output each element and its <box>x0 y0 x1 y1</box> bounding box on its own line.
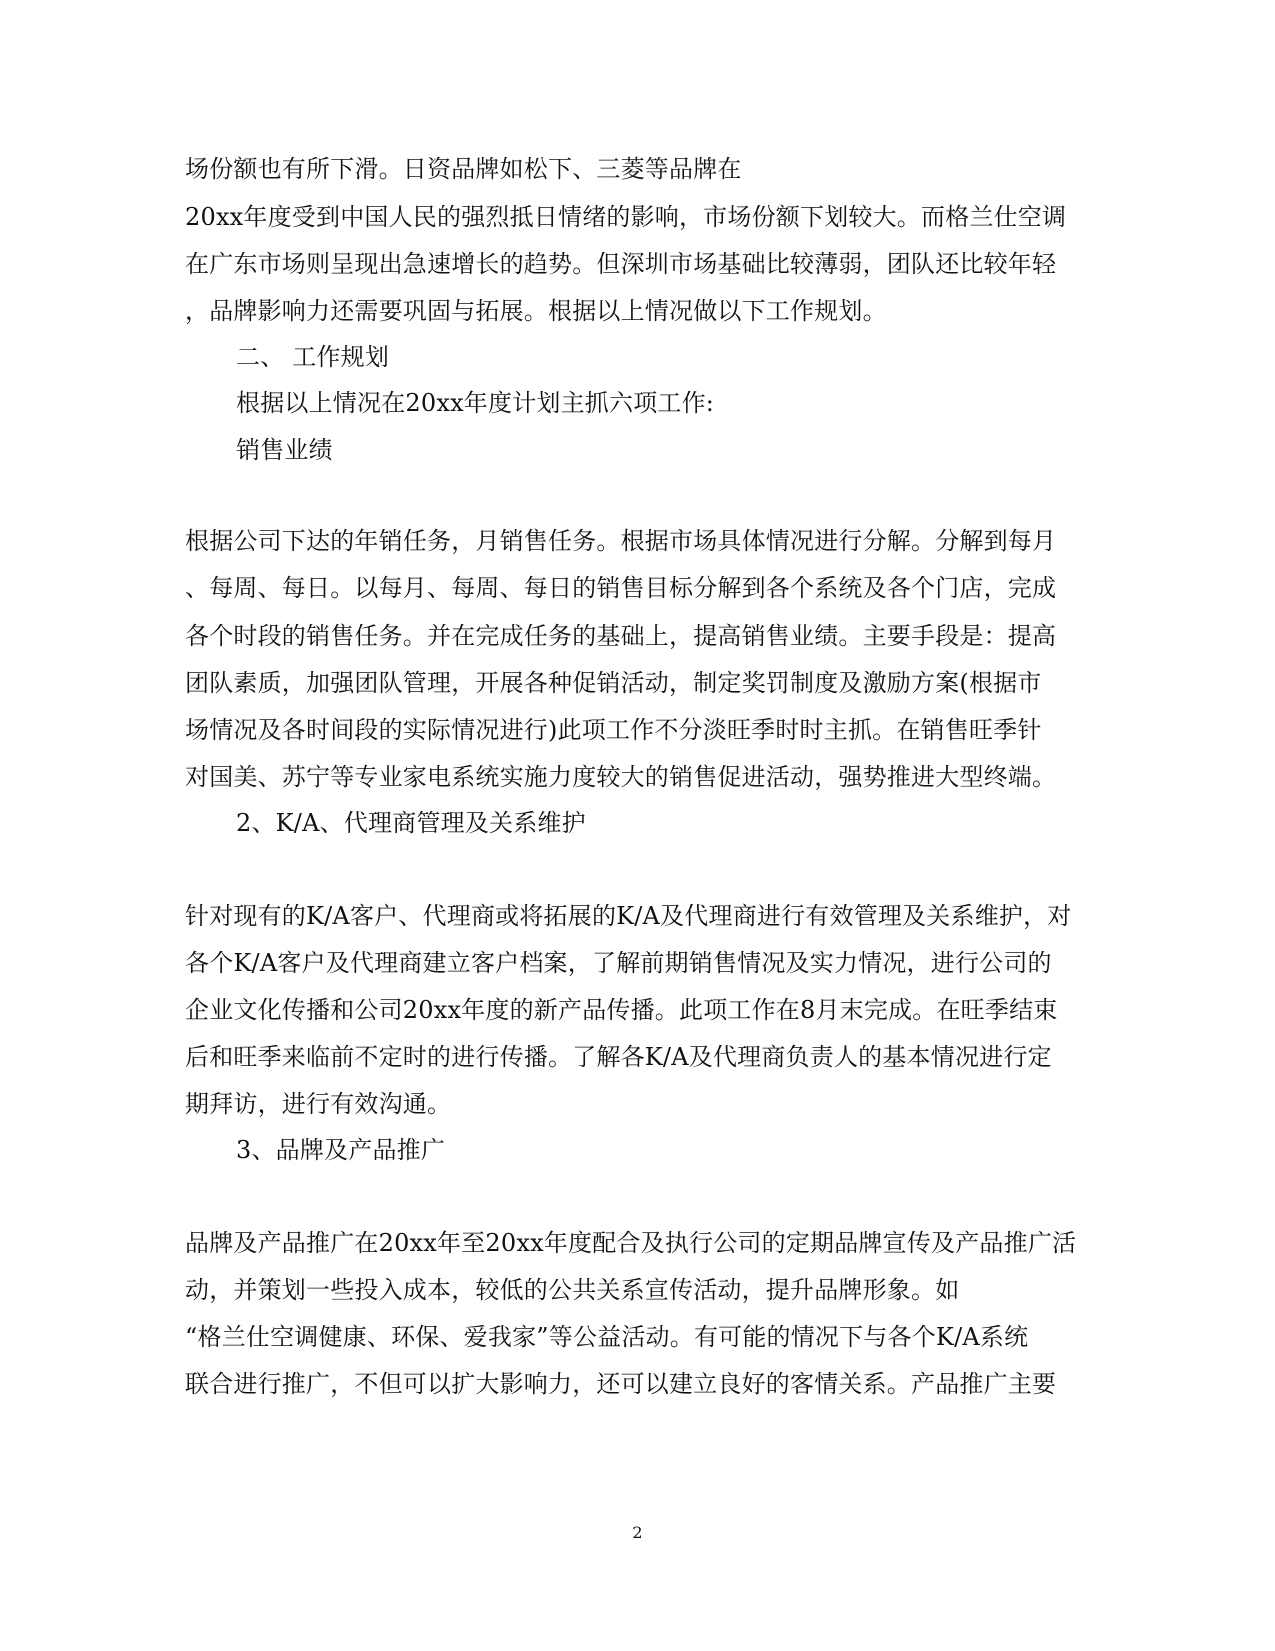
body-text-line: 品牌及产品推广在20xx年至20xx年度配合及执行公司的定期品牌宣传及产品推广活 <box>185 1229 1077 1257</box>
body-text-line: “格兰仕空调健康、环保、爱我家”等公益活动。有可能的情况下与各个K/A系统 <box>185 1323 1029 1351</box>
subsection-heading: 3、品牌及产品推广 <box>236 1136 446 1164</box>
page-number: 2 <box>632 1523 643 1542</box>
body-text-line: 场情况及各时间段的实际情况进行)此项工作不分淡旺季时时主抓。在销售旺季针 <box>185 716 1042 744</box>
body-text-line: 、每周、每日。以每月、每周、每日的销售目标分解到各个系统及各个门店，完成 <box>185 574 1057 602</box>
body-text-line: 20xx年度受到中国人民的强烈抵日情绪的影响，市场份额下划较大。而格兰仕空调 <box>185 203 1067 231</box>
body-text-line: 根据以上情况在20xx年度计划主抓六项工作: <box>236 389 715 417</box>
section-heading: 二、 工作规划 <box>236 343 390 371</box>
body-text-line: 期拜访，进行有效沟通。 <box>185 1090 452 1118</box>
body-text-line: 对国美、苏宁等专业家电系统实施力度较大的销售促进活动，强势推进大型终端。 <box>185 763 1057 791</box>
body-text-line: 企业文化传播和公司20xx年度的新产品传播。此项工作在8月末完成。在旺季结束 <box>185 996 1058 1024</box>
body-text-line: 各个时段的销售任务。并在完成任务的基础上，提高销售业绩。主要手段是：提高 <box>185 622 1057 650</box>
body-text-line: 针对现有的K/A客户、代理商或将拓展的K/A及代理商进行有效管理及关系维护，对 <box>185 902 1072 930</box>
body-text-line: 根据公司下达的年销任务，月销售任务。根据市场具体情况进行分解。分解到每月 <box>185 527 1057 555</box>
body-text-line: 场份额也有所下滑。日资品牌如松下、三菱等品牌在 <box>185 155 742 183</box>
subsection-heading: 2、K/A、代理商管理及关系维护 <box>236 809 586 837</box>
body-text-line: 各个K/A客户及代理商建立客户档案，了解前期销售情况及实力情况，进行公司的 <box>185 949 1052 977</box>
body-text-line: 后和旺季来临前不定时的进行传播。了解各K/A及代理商负责人的基本情况进行定 <box>185 1043 1052 1071</box>
body-text-line: 团队素质，加强团队管理，开展各种促销活动，制定奖罚制度及激励方案(根据市 <box>185 669 1042 697</box>
body-text-line: 动，并策划一些投入成本，较低的公共关系宣传活动，提升品牌形象。如 <box>185 1276 960 1304</box>
body-text-line: ，品牌影响力还需要巩固与拓展。根据以上情况做以下工作规划。 <box>185 297 887 325</box>
body-text-line: 在广东市场则呈现出急速增长的趋势。但深圳市场基础比较薄弱，团队还比较年轻 <box>185 250 1057 278</box>
body-text-line: 联合进行推广，不但可以扩大影响力，还可以建立良好的客情关系。产品推广主要 <box>185 1370 1057 1398</box>
subsection-heading: 销售业绩 <box>236 436 333 464</box>
